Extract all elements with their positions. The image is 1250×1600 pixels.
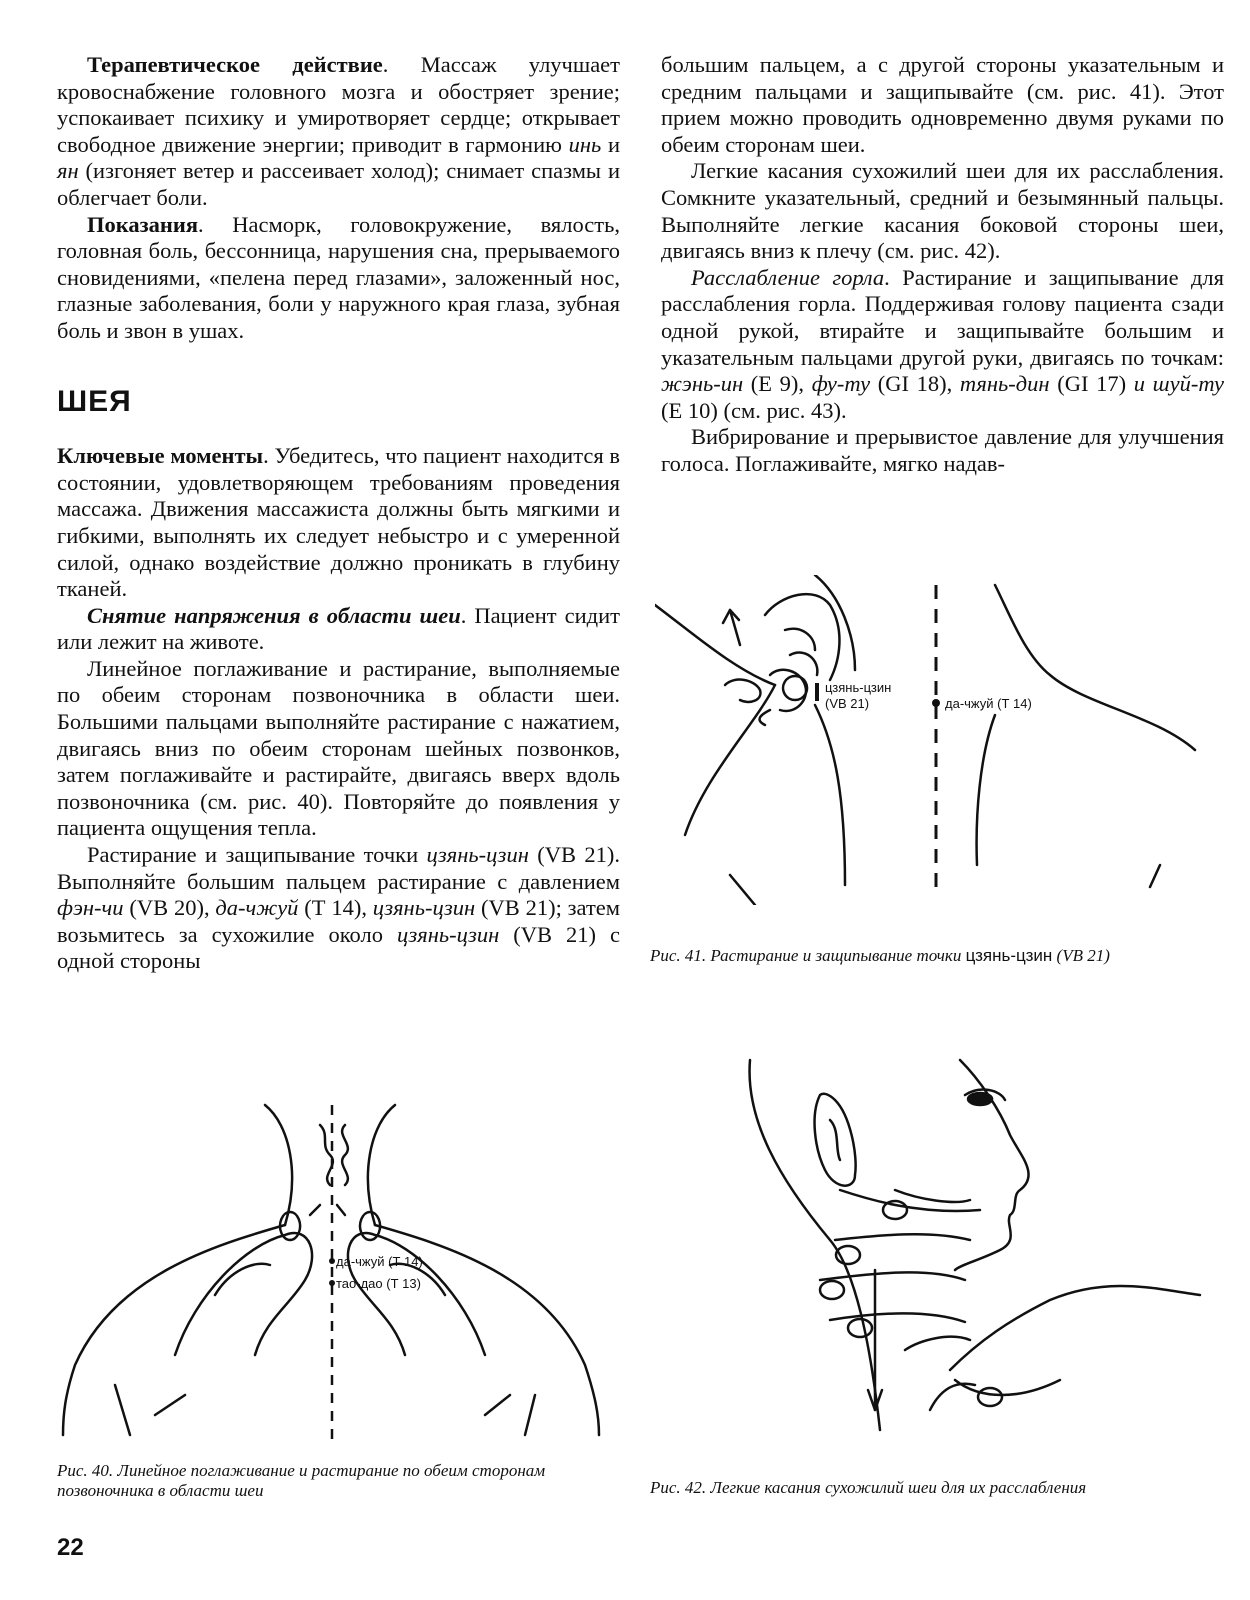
paragraph-linear-stroking: Линейное поглаживание и растирание, выполняемые по обеим сторонам позвоночника в области шеи. Большими пальцами выполняйте растирание с нажатием, двигаясь вниз по обеим сторонам шейных позвонков, затем поглаживайте и растирайте, двигаясь вверх вдоль позвоночника (см. рис. 40). Повторяйте до появления у пациента ощущения тепла. bbox=[57, 655, 620, 841]
paragraph-indications: Показания. Насморк, головокружение, вялость, головная боль, бессонница, нарушения сна, прерываемого сновидениями, «пелена перед глазами», заложенный нос, глазные заболевания, боли у наружного края глаза, зубная боль и звон в ушах. bbox=[57, 211, 620, 343]
figure-40-illustration bbox=[55, 1095, 615, 1445]
paragraph-light-touches: Легкие касания сухожилий шеи для их расслабления. Сомкните указательный, средний и безымянный пальцы. Выполняйте легкие касания боковой стороны шеи, двигаясь вниз к плечу (см. рис. 42). bbox=[661, 158, 1224, 264]
figure-41 bbox=[655, 575, 1215, 905]
paragraph-vibration: Вибрирование и прерывистое давление для улучшения голоса. Поглаживайте, мягко надав- bbox=[661, 424, 1224, 476]
figure-41-caption: Рис. 41. Растирание и защипывание точки цзянь-цзин (VB 21) bbox=[650, 946, 1110, 965]
figure-42-caption: Рис. 42. Легкие касания сухожилий шеи для их расслабления bbox=[650, 1478, 1087, 1497]
left-column bbox=[57, 52, 620, 975]
paragraph-throat-relaxation: Расслабление горла. Растирание и защипывание для расслабления горла. Поддерживая голову пациента сзади одной рукой, втирайте и защипывайте большим и указательным пальцами другой руки, двигаясь по точкам: жэнь-ин (Е 9), фу-ту (GI 18), тянь-дин (GI 17) и шуй-ту (Е 10) (см. рис. 43). bbox=[661, 264, 1225, 423]
figure-42 bbox=[720, 1040, 1210, 1440]
paragraph-rubbing-pinching: Растирание и защипывание точки цзянь-цзин (VB 21). Выполняйте большим пальцем растирание с давлением фэн-чи (VB 20), да-чжуй (Т 14), цзянь-цзин (VB 21); затем возьмитесь за сухожилие около цзянь-цзин (VB 21) с одной стороны bbox=[57, 842, 621, 974]
page-number: 22 bbox=[57, 1534, 84, 1561]
paragraph-key-points: Ключевые моменты. Убедитесь, что пациент находится в состоянии, удовлетворяющем требованиям проведения массажа. Движения массажиста должны быть мягкими и гибкими, выполнять их следует небыстро и с умеренной силой, однако воздействие должно проникать в глубину тканей. bbox=[57, 443, 620, 602]
paragraph-relief: Снятие напряжения в области шеи. Пациент сидит или лежит на животе. bbox=[57, 602, 620, 655]
label-jianjing: цзянь-цзин bbox=[825, 680, 892, 695]
paragraph-therapeutic-action: Терапевтическое действие. Массаж улучшает кровоснабжение головного мозга и обостряет зрение; успокаивает психику и умиротворяет сердце; открывает свободное движение энергии; приводит в гармонию инь и ян (изгоняет ветер и рассеивает холод); снимает спазмы и облегчает боли. bbox=[57, 52, 620, 210]
label-taodao: тао-дао (Т 13) bbox=[336, 1276, 421, 1291]
figure-40-caption: Рис. 40. Линейное поглаживание и растирание по обеим сторонам позвоночника в области шеи bbox=[57, 1461, 546, 1500]
right-column bbox=[661, 52, 1224, 478]
paragraph-continued: большим пальцем, а с другой стороны указательным и средним пальцами и защипывайте (см. рис. 41). Этот прием можно проводить одновременно двумя руками по обеим сторонам шеи. bbox=[661, 52, 1224, 157]
figure-42-illustration bbox=[720, 1040, 1210, 1440]
label-dazhui: да-чжуй (Т 14) bbox=[336, 1254, 423, 1269]
figure-41-illustration bbox=[655, 575, 1215, 905]
figure-40 bbox=[55, 1095, 615, 1445]
label-vb21: (VB 21) bbox=[825, 696, 870, 711]
section-heading: ШЕЯ bbox=[57, 384, 132, 418]
label-dazhui: да-чжуй (Т 14) bbox=[945, 696, 1032, 711]
